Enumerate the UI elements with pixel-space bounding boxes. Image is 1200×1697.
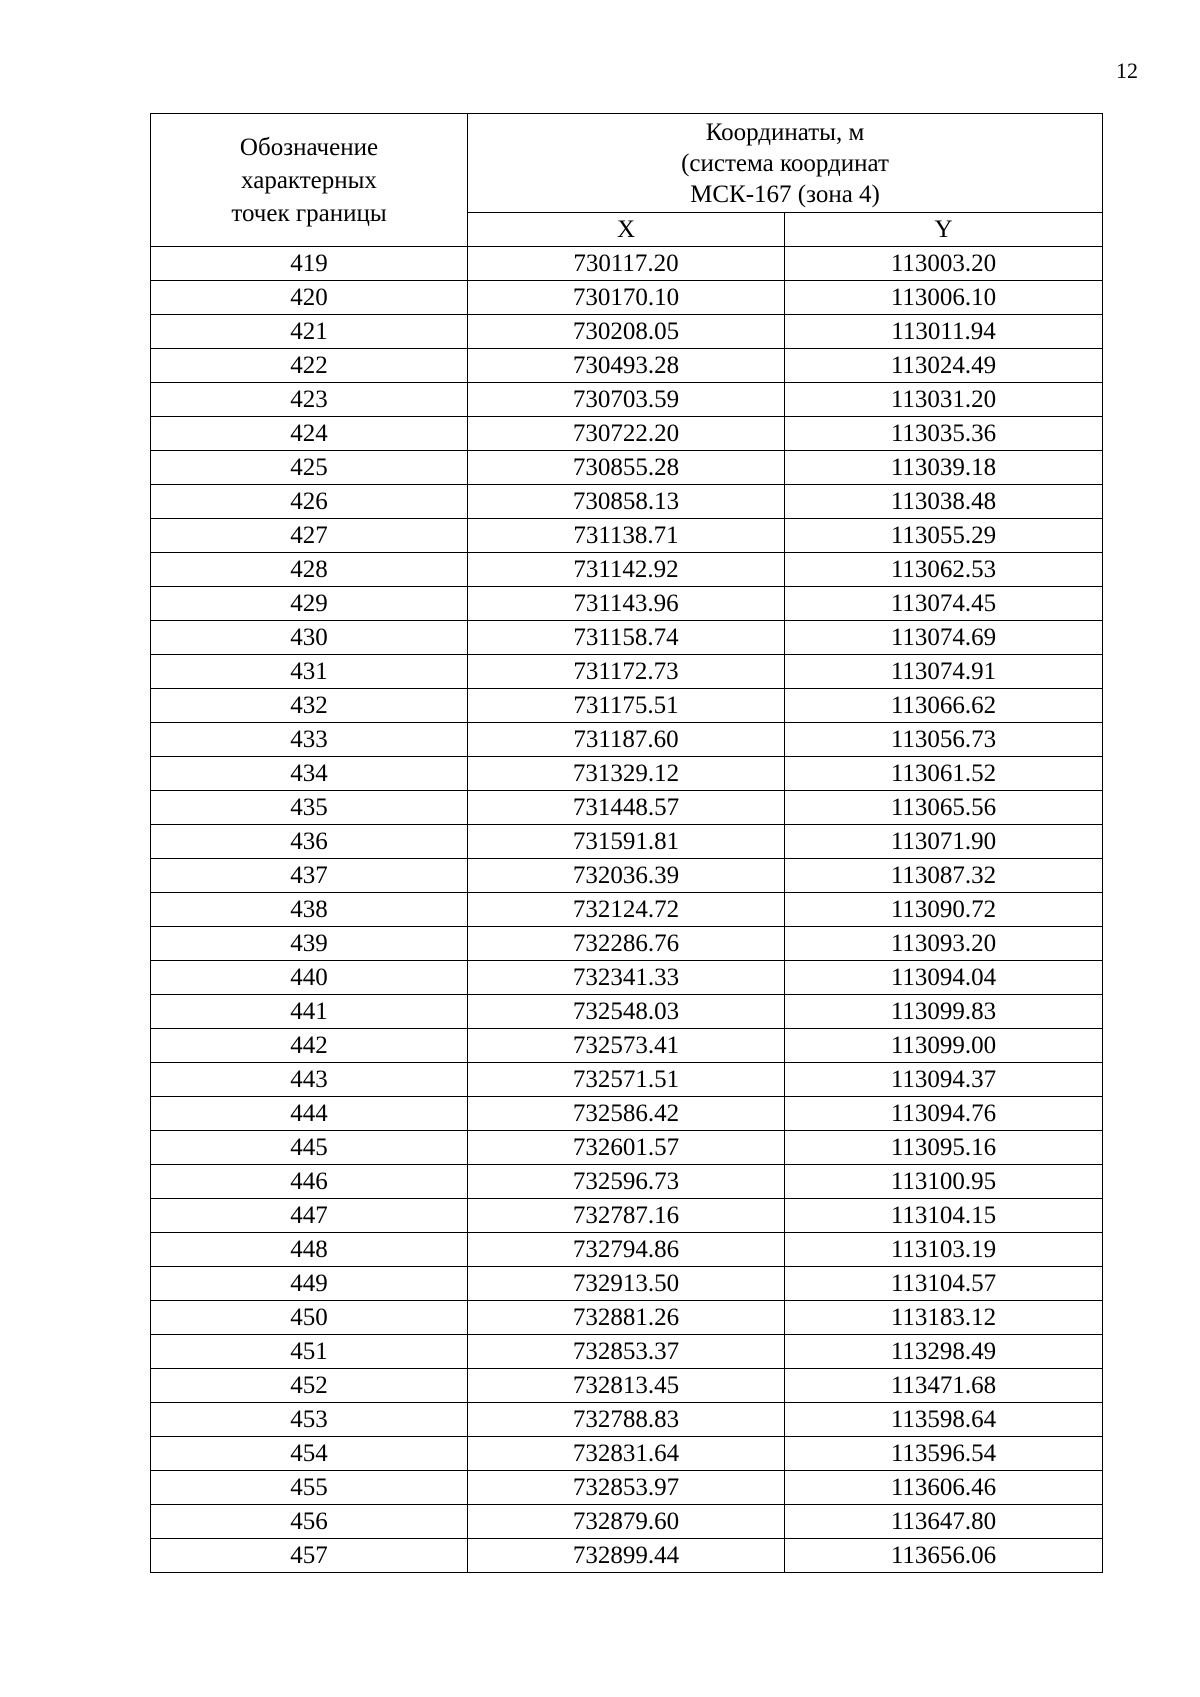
table-row — [151, 825, 1103, 859]
x-coordinate-cell: 730208.05 — [468, 315, 785, 349]
y-coordinate-cell: 113038.48 — [785, 485, 1103, 519]
point-number-cell: 426 — [151, 485, 468, 519]
x-coordinate-cell: 732573.41 — [468, 1029, 785, 1063]
table-row — [151, 1403, 1103, 1437]
point-number-cell: 455 — [151, 1471, 468, 1505]
x-coordinate-cell: 730117.20 — [468, 247, 785, 281]
point-number-cell: 422 — [151, 349, 468, 383]
point-number-cell: 430 — [151, 621, 468, 655]
x-coordinate-cell: 731143.96 — [468, 587, 785, 621]
y-coordinate-cell: 113104.15 — [785, 1199, 1103, 1233]
table-row — [151, 315, 1103, 349]
y-coordinate-cell: 113011.94 — [785, 315, 1103, 349]
x-coordinate-cell: 732286.76 — [468, 927, 785, 961]
point-number-cell: 446 — [151, 1165, 468, 1199]
x-coordinate-cell: 730170.10 — [468, 281, 785, 315]
x-coordinate-cell: 732601.57 — [468, 1131, 785, 1165]
table-body — [151, 247, 1103, 1573]
y-coordinate-cell: 113596.54 — [785, 1437, 1103, 1471]
y-coordinate-cell: 113100.95 — [785, 1165, 1103, 1199]
y-coordinate-cell: 113094.76 — [785, 1097, 1103, 1131]
point-label-header — [151, 114, 468, 247]
table-row — [151, 927, 1103, 961]
table-row — [151, 1131, 1103, 1165]
table-row — [151, 281, 1103, 315]
table-row — [151, 1165, 1103, 1199]
table-row — [151, 451, 1103, 485]
x-coordinate-cell: 730855.28 — [468, 451, 785, 485]
y-coordinate-cell: 113656.06 — [785, 1539, 1103, 1573]
point-number-cell: 433 — [151, 723, 468, 757]
x-coordinate-cell: 732813.45 — [468, 1369, 785, 1403]
table-row — [151, 655, 1103, 689]
point-number-cell: 419 — [151, 247, 468, 281]
point-label-line: точек границы — [231, 199, 387, 227]
x-coordinate-cell: 732853.37 — [468, 1335, 785, 1369]
y-coordinate-cell: 113003.20 — [785, 247, 1103, 281]
y-coordinate-cell: 113055.29 — [785, 519, 1103, 553]
x-coordinate-cell: 731138.71 — [468, 519, 785, 553]
table-row — [151, 1097, 1103, 1131]
y-coordinate-cell: 113066.62 — [785, 689, 1103, 723]
x-coordinate-cell: 732548.03 — [468, 995, 785, 1029]
point-number-cell: 452 — [151, 1369, 468, 1403]
x-coordinate-cell: 730722.20 — [468, 417, 785, 451]
point-number-cell: 443 — [151, 1063, 468, 1097]
point-number-cell: 427 — [151, 519, 468, 553]
table-row — [151, 417, 1103, 451]
table-row — [151, 485, 1103, 519]
table-row — [151, 1369, 1103, 1403]
point-number-cell: 431 — [151, 655, 468, 689]
table-header — [151, 114, 1103, 247]
y-coordinate-cell: 113031.20 — [785, 383, 1103, 417]
y-coordinate-cell: 113074.69 — [785, 621, 1103, 655]
point-number-cell: 445 — [151, 1131, 468, 1165]
x-coordinate-cell: 732586.42 — [468, 1097, 785, 1131]
y-coordinate-cell: 113093.20 — [785, 927, 1103, 961]
point-number-cell: 429 — [151, 587, 468, 621]
x-coordinate-cell: 730703.59 — [468, 383, 785, 417]
y-coordinate-cell: 113087.32 — [785, 859, 1103, 893]
x-coordinate-cell: 732881.26 — [468, 1301, 785, 1335]
point-number-cell: 447 — [151, 1199, 468, 1233]
y-coordinate-cell: 113090.72 — [785, 893, 1103, 927]
x-coordinate-cell: 732596.73 — [468, 1165, 785, 1199]
table-row — [151, 859, 1103, 893]
table-row — [151, 1233, 1103, 1267]
table-row — [151, 587, 1103, 621]
point-number-cell: 449 — [151, 1267, 468, 1301]
x-coordinate-cell: 732788.83 — [468, 1403, 785, 1437]
x-coordinate-cell: 732124.72 — [468, 893, 785, 927]
page-number: 12 — [1116, 58, 1138, 83]
table-row — [151, 553, 1103, 587]
table-row — [151, 757, 1103, 791]
y-coordinate-cell: 113074.45 — [785, 587, 1103, 621]
x-coordinate-cell: 732879.60 — [468, 1505, 785, 1539]
point-number-cell: 425 — [151, 451, 468, 485]
header-row — [151, 114, 1103, 213]
table-row — [151, 1267, 1103, 1301]
y-coordinate-cell: 113099.83 — [785, 995, 1103, 1029]
table-row — [151, 1301, 1103, 1335]
y-coordinate-cell: 113183.12 — [785, 1301, 1103, 1335]
point-number-cell: 432 — [151, 689, 468, 723]
point-number-cell: 439 — [151, 927, 468, 961]
y-coordinate-cell: 113062.53 — [785, 553, 1103, 587]
point-number-cell: 434 — [151, 757, 468, 791]
y-coordinate-cell: 113099.00 — [785, 1029, 1103, 1063]
y-coordinate-cell: 113647.80 — [785, 1505, 1103, 1539]
y-coordinate-cell: 113065.56 — [785, 791, 1103, 825]
x-column-header: X — [468, 213, 785, 247]
x-coordinate-cell: 732571.51 — [468, 1063, 785, 1097]
table-row — [151, 1063, 1103, 1097]
x-coordinate-cell: 732036.39 — [468, 859, 785, 893]
y-coordinate-cell: 113006.10 — [785, 281, 1103, 315]
x-coordinate-cell: 732853.97 — [468, 1471, 785, 1505]
table-row — [151, 349, 1103, 383]
table-row — [151, 723, 1103, 757]
table-row — [151, 621, 1103, 655]
x-coordinate-cell: 731187.60 — [468, 723, 785, 757]
x-coordinate-cell: 731329.12 — [468, 757, 785, 791]
coordinates-table — [150, 113, 1103, 1573]
y-coordinate-cell: 113074.91 — [785, 655, 1103, 689]
coordinates-header-line: Координаты, м — [705, 118, 865, 146]
x-coordinate-cell: 731142.92 — [468, 553, 785, 587]
table-row — [151, 995, 1103, 1029]
table-row — [151, 1471, 1103, 1505]
y-coordinate-cell: 113061.52 — [785, 757, 1103, 791]
point-number-cell: 420 — [151, 281, 468, 315]
y-coordinate-cell: 113039.18 — [785, 451, 1103, 485]
y-coordinate-cell: 113071.90 — [785, 825, 1103, 859]
y-coordinate-cell: 113298.49 — [785, 1335, 1103, 1369]
point-number-cell: 456 — [151, 1505, 468, 1539]
point-number-cell: 457 — [151, 1539, 468, 1573]
point-number-cell: 444 — [151, 1097, 468, 1131]
table-row — [151, 893, 1103, 927]
y-coordinate-cell: 113094.04 — [785, 961, 1103, 995]
x-coordinate-cell: 731172.73 — [468, 655, 785, 689]
point-number-cell: 442 — [151, 1029, 468, 1063]
x-coordinate-cell: 732913.50 — [468, 1267, 785, 1301]
table-row — [151, 247, 1103, 281]
coordinates-header — [468, 114, 1103, 213]
x-coordinate-cell: 732787.16 — [468, 1199, 785, 1233]
x-coordinate-cell: 732831.64 — [468, 1437, 785, 1471]
table-row — [151, 1505, 1103, 1539]
point-number-cell: 454 — [151, 1437, 468, 1471]
coordinates-header-line: МСК-167 (зона 4) — [690, 180, 880, 208]
y-coordinate-cell: 113598.64 — [785, 1403, 1103, 1437]
table-row — [151, 791, 1103, 825]
x-coordinate-cell: 731158.74 — [468, 621, 785, 655]
point-label-line: Обозначение — [239, 133, 379, 161]
point-number-cell: 421 — [151, 315, 468, 349]
x-coordinate-cell: 730493.28 — [468, 349, 785, 383]
point-number-cell: 423 — [151, 383, 468, 417]
x-coordinate-cell: 731591.81 — [468, 825, 785, 859]
x-coordinate-cell: 732341.33 — [468, 961, 785, 995]
point-number-cell: 435 — [151, 791, 468, 825]
y-coordinate-cell: 113056.73 — [785, 723, 1103, 757]
y-coordinate-cell: 113606.46 — [785, 1471, 1103, 1505]
y-coordinate-cell: 113095.16 — [785, 1131, 1103, 1165]
table-row — [151, 1199, 1103, 1233]
y-coordinate-cell: 113035.36 — [785, 417, 1103, 451]
point-number-cell: 438 — [151, 893, 468, 927]
table-row — [151, 1335, 1103, 1369]
point-number-cell: 424 — [151, 417, 468, 451]
point-number-cell: 428 — [151, 553, 468, 587]
point-number-cell: 448 — [151, 1233, 468, 1267]
table-row — [151, 383, 1103, 417]
point-number-cell: 440 — [151, 961, 468, 995]
point-label-line: характерных — [241, 166, 377, 194]
y-coordinate-cell: 113104.57 — [785, 1267, 1103, 1301]
table-row — [151, 689, 1103, 723]
coordinates-header-line: (система координат — [681, 149, 889, 177]
x-coordinate-cell: 730858.13 — [468, 485, 785, 519]
y-column-header: Y — [785, 213, 1103, 247]
table-row — [151, 1029, 1103, 1063]
y-coordinate-cell: 113471.68 — [785, 1369, 1103, 1403]
table-row — [151, 1437, 1103, 1471]
x-coordinate-cell: 732899.44 — [468, 1539, 785, 1573]
table-row — [151, 961, 1103, 995]
point-number-cell: 451 — [151, 1335, 468, 1369]
y-coordinate-cell: 113094.37 — [785, 1063, 1103, 1097]
x-coordinate-cell: 731448.57 — [468, 791, 785, 825]
x-coordinate-cell: 731175.51 — [468, 689, 785, 723]
point-number-cell: 437 — [151, 859, 468, 893]
point-number-cell: 450 — [151, 1301, 468, 1335]
table-row — [151, 519, 1103, 553]
x-coordinate-cell: 732794.86 — [468, 1233, 785, 1267]
y-coordinate-cell: 113024.49 — [785, 349, 1103, 383]
y-coordinate-cell: 113103.19 — [785, 1233, 1103, 1267]
point-number-cell: 453 — [151, 1403, 468, 1437]
table-row — [151, 1539, 1103, 1573]
point-number-cell: 436 — [151, 825, 468, 859]
point-number-cell: 441 — [151, 995, 468, 1029]
